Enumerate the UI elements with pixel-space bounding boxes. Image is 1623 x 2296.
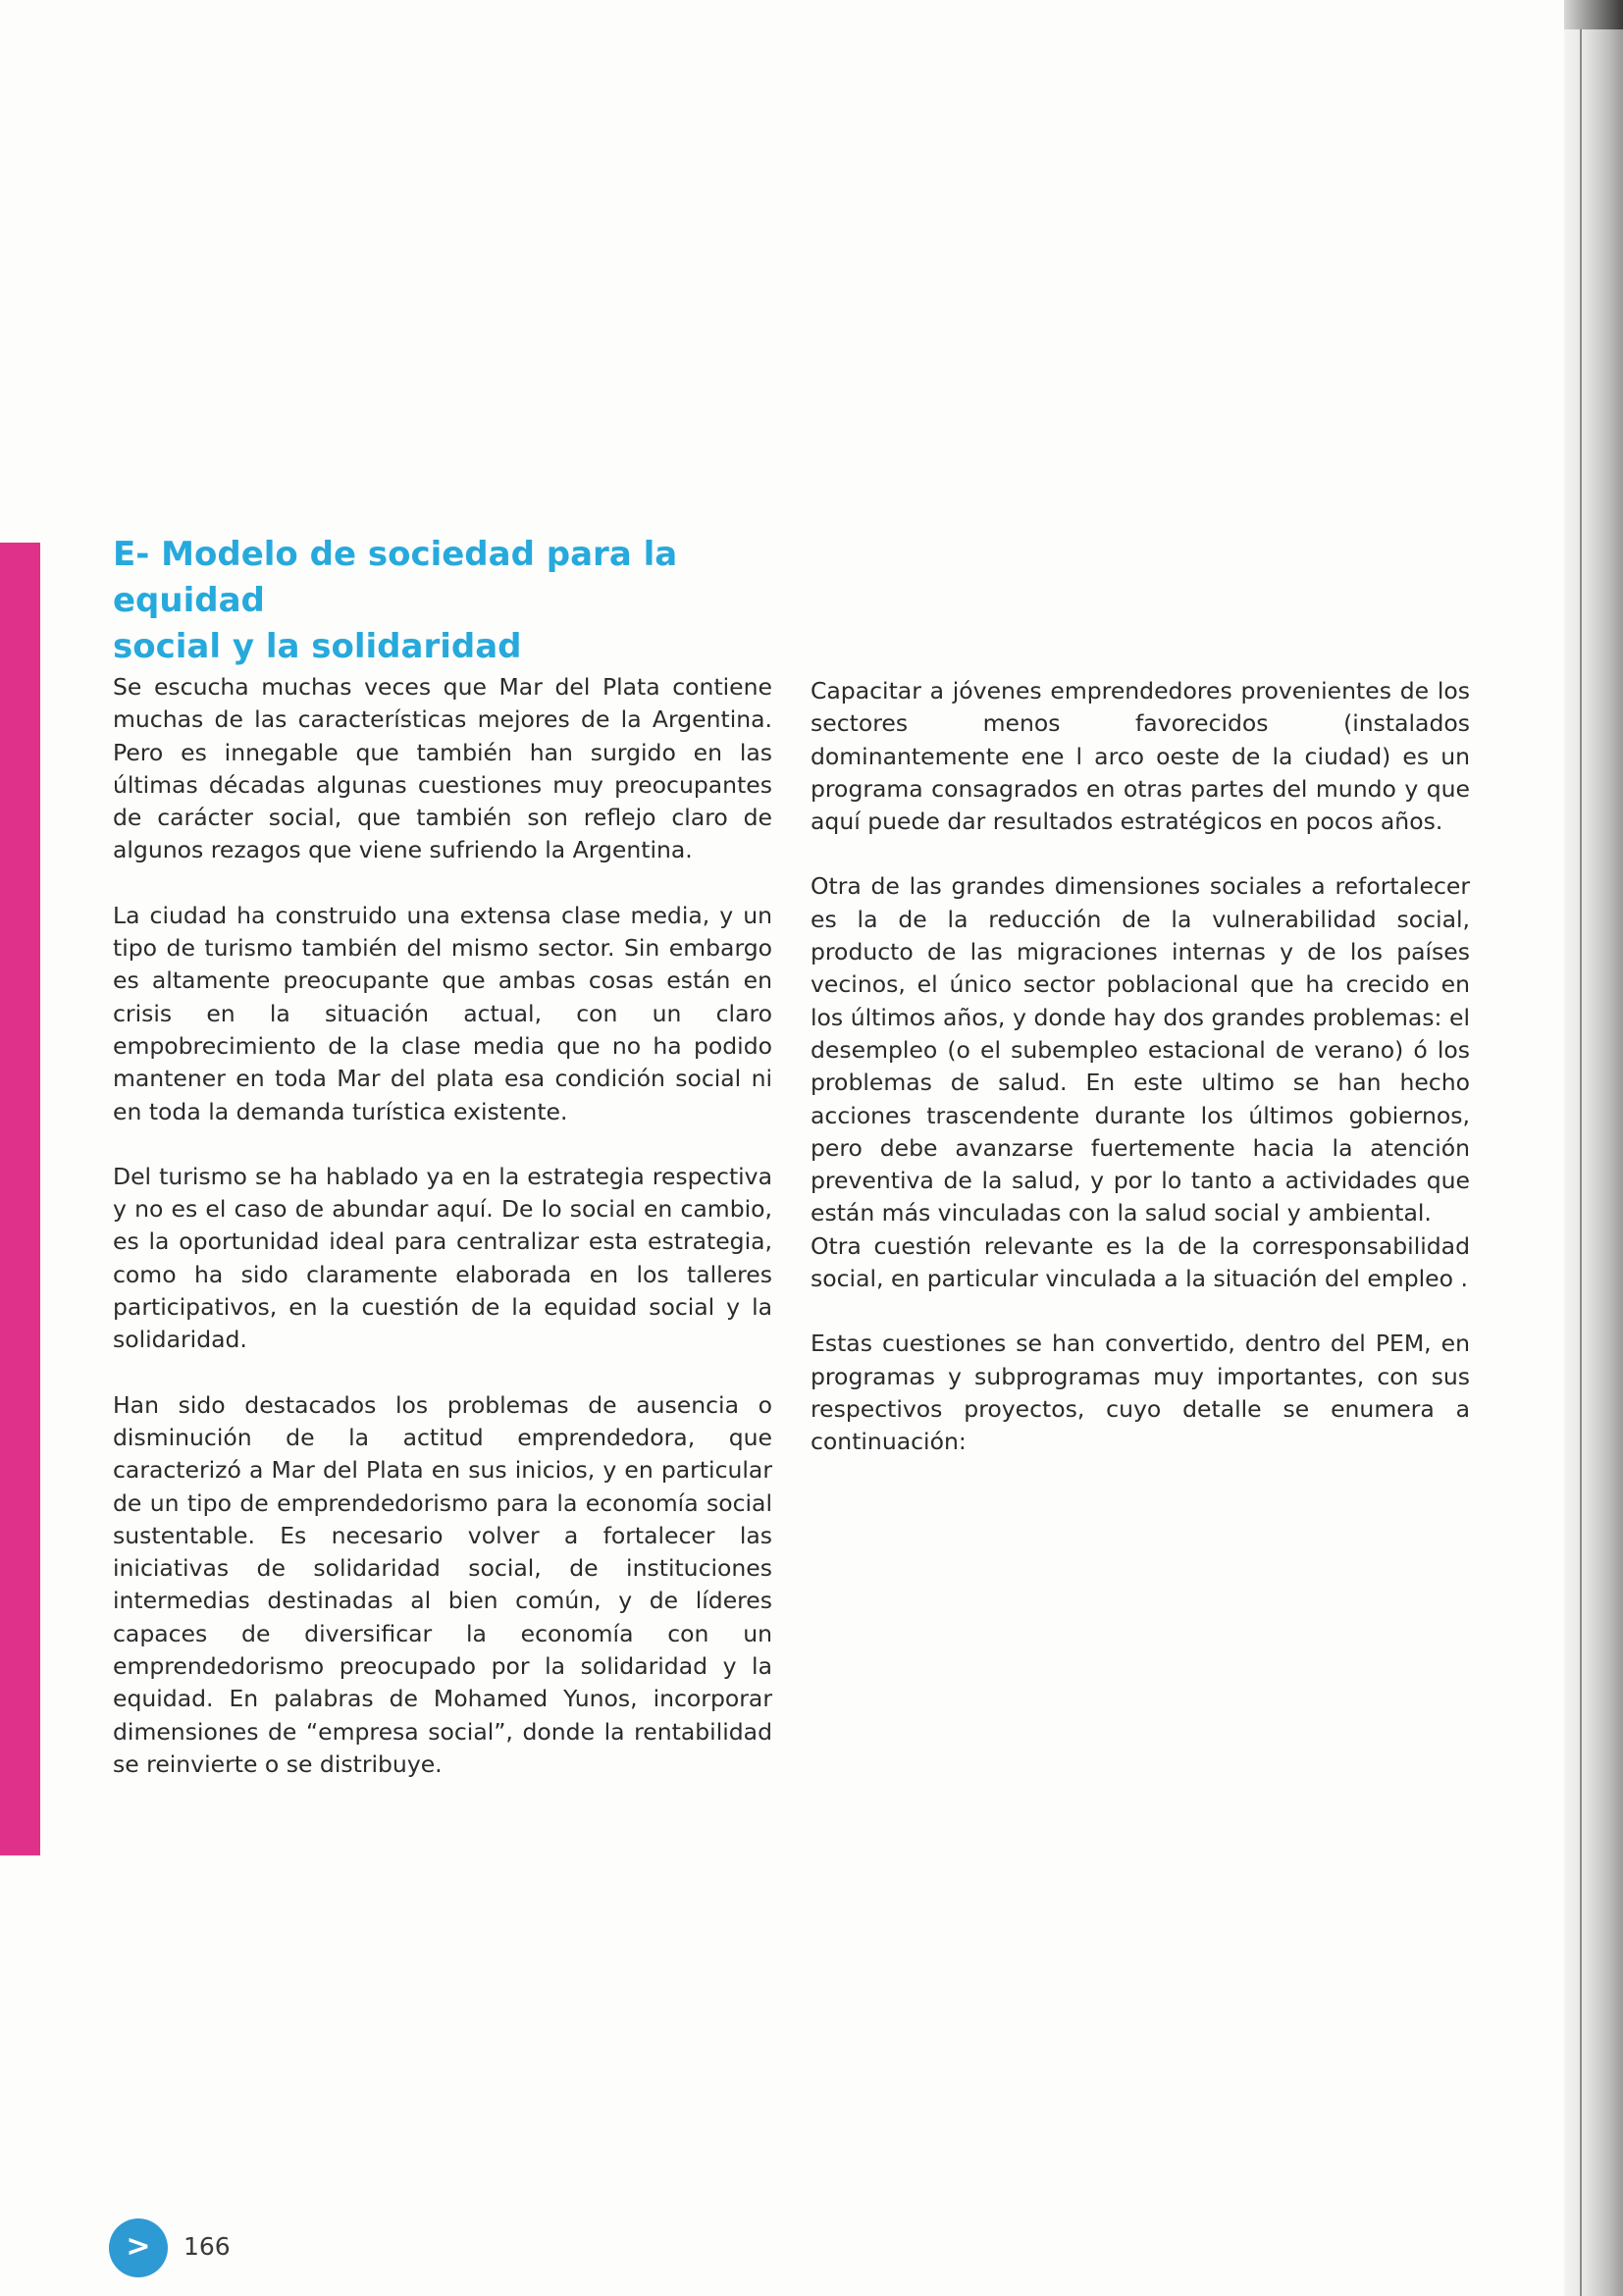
paragraph: Del turismo se ha hablado ya en la estrategia respectiva y no es el caso de abundar aquí. De lo social en cambio, es la oportunidad ideal para centralizar esta estrategia, como ha sido claramente elaborada en los talleres participativos, en la cuestión de la equidad social y la solidaridad. xyxy=(113,1162,772,1354)
section-heading xyxy=(113,532,800,670)
section-heading-line-1: E- Modelo de sociedad para la equidad xyxy=(113,535,678,620)
paragraph: Otra de las grandes dimensiones sociales a refortalecer es la de la reducción de la vulnerabilidad social, producto de las migraciones internas y de los países vecinos, el único sector poblacional que ha crecido en los últimos años, y donde hay dos grandes problemas: el desempleo (o el subempleo estacional de verano) ó los problemas de salud. En este ultimo se han hecho acciones trascendente durante los últimos gobiernos, pero debe avanzarse fuertemente hacia la atención preventiva de la salud, y por lo tanto a actividades que están más vinculadas con la salud social y ambiental. xyxy=(811,872,1470,1227)
paragraph: Estas cuestiones se han convertido, dentro del PEM, en programas y subprogramas muy importantes, con sus respectivos proyectos, cuyo detalle se enumera a continuación: xyxy=(811,1330,1470,1456)
paragraph: Han sido destacados los problemas de ausencia o disminución de la actitud emprendedora, que caracterizó a Mar del Plata en sus inicios, y en particular de un tipo de emprendedorismo para la economía social sustentable. Es necesario volver a fortalecer las iniciativas de solidaridad social, de instituciones intermedias destinadas al bien común, y de líderes capaces de diversificar la economía con un emprendedorismo preocupado por la solidaridad y la equidad. En palabras de Mohamed Yunos, incorporar dimensiones de “empresa social”, donde la rentabilidad se reinvierte o se distribuye. xyxy=(113,1390,772,1778)
paragraph: Se escucha muchas veces que Mar del Plata contiene muchas de las características mejores de la Argentina. Pero es innegable que también han surgido en las últimas décadas algunas cuestiones muy preocupantes de carácter social, que también son reflejo claro de algunos rezagos que viene sufriendo la Argentina. xyxy=(113,673,772,864)
page-binding-top-shadow xyxy=(1564,0,1623,29)
right-text-column xyxy=(811,675,1470,1491)
paragraph: Otra cuestión relevante es la de la corresponsabilidad social, en particular vinculada a la situación del empleo . xyxy=(811,1231,1470,1293)
page-number: 166 xyxy=(183,2232,231,2261)
page-binding-fold-line xyxy=(1580,29,1582,2296)
page-binding-edge xyxy=(1564,0,1623,2296)
paragraph: Capacitar a jóvenes emprendedores provenientes de los sectores menos favorecidos (instalados dominantemente ene l arco oeste de la ciudad) es un programa consagrados en otras partes del mundo y que aquí puede dar resultados estratégicos en pocos años. xyxy=(811,677,1470,836)
accent-side-bar xyxy=(0,543,40,1855)
paragraph: La ciudad ha construido una extensa clase media, y un tipo de turismo también del mismo sector. Sin embargo es altamente preocupante que ambas cosas están en crisis en la situación actual, con un claro empobrecimiento de la clase media que no ha podido mantener en toda Mar del plata esa condición social ni en toda la demanda turística existente. xyxy=(113,901,772,1125)
chevron-right-icon: > xyxy=(109,2218,168,2277)
section-heading-line-2: social y la solidaridad xyxy=(113,627,522,666)
left-text-column xyxy=(113,671,772,1813)
